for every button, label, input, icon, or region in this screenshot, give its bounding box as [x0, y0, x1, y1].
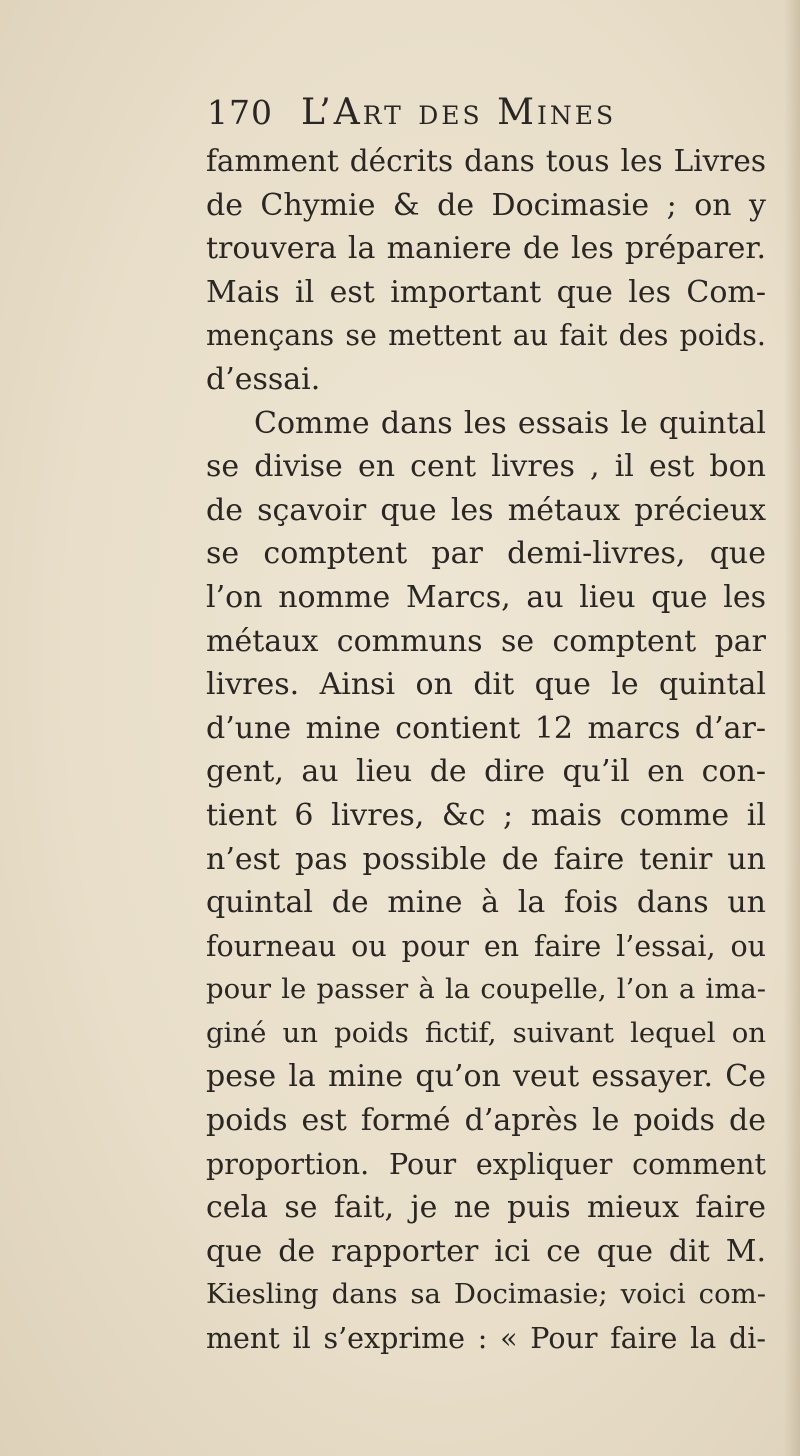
page-header [207, 92, 616, 140]
text-line: trouvera la maniere de les préparer. [206, 231, 766, 267]
page-number: 170 [207, 93, 273, 132]
page-edge-shadow [784, 0, 800, 1456]
text-line: ment il s’exprime : « Pour faire la di- [206, 1322, 766, 1356]
body-text [206, 140, 766, 1361]
text-line: métaux communs se comptent par [206, 623, 766, 659]
text-line: Mais il est important que les Com- [206, 274, 766, 310]
text-line: giné un poids fictif, suivant lequel on [206, 1016, 766, 1049]
text-line: n’est pas possible de faire tenir un [206, 841, 766, 877]
text-line: mençans se mettent au fait des poids. [206, 319, 766, 353]
text-line: de sçavoir que les métaux précieux [206, 492, 766, 528]
text-line: quintal de mine à la fois dans un [206, 885, 766, 921]
text-line: pese la mine qu’on veut essayer. Ce [206, 1059, 766, 1095]
text-line: Kiesling dans sa Docimasie; voici com- [206, 1278, 766, 1311]
text-line: se divise en cent livres , il est bon [206, 449, 766, 485]
text-line: livres. Ainsi on dit que le quintal [206, 667, 766, 703]
text-line: l’on nomme Marcs, au lieu que les [206, 579, 766, 615]
text-line: d’essai. [206, 361, 321, 397]
text-line: que de rapporter ici ce que dit M. [206, 1233, 766, 1269]
running-title: L’Art des Mines [301, 92, 617, 133]
text-line: Comme dans les essais le quintal [254, 405, 766, 441]
text-line: poids est formé d’après le poids de [206, 1103, 766, 1139]
text-line: de Chymie & de Docimasie ; on y [206, 187, 766, 223]
text-line: se comptent par demi-livres, que [206, 536, 766, 572]
text-line: pour le passer à la coupelle, l’on a ima- [206, 973, 766, 1006]
text-line: proportion. Pour expliquer comment [206, 1147, 766, 1181]
text-line: cela se fait, je ne puis mieux faire [206, 1190, 766, 1226]
text-line: gent, au lieu de dire qu’il en con- [206, 754, 766, 790]
text-line: famment décrits dans tous les Livres [206, 144, 766, 178]
text-line: tient 6 livres, &c ; mais comme il [206, 797, 766, 833]
text-line: fourneau ou pour en faire l’essai, ou [206, 929, 766, 963]
text-line: d’une mine contient 12 marcs d’ar- [206, 710, 766, 746]
